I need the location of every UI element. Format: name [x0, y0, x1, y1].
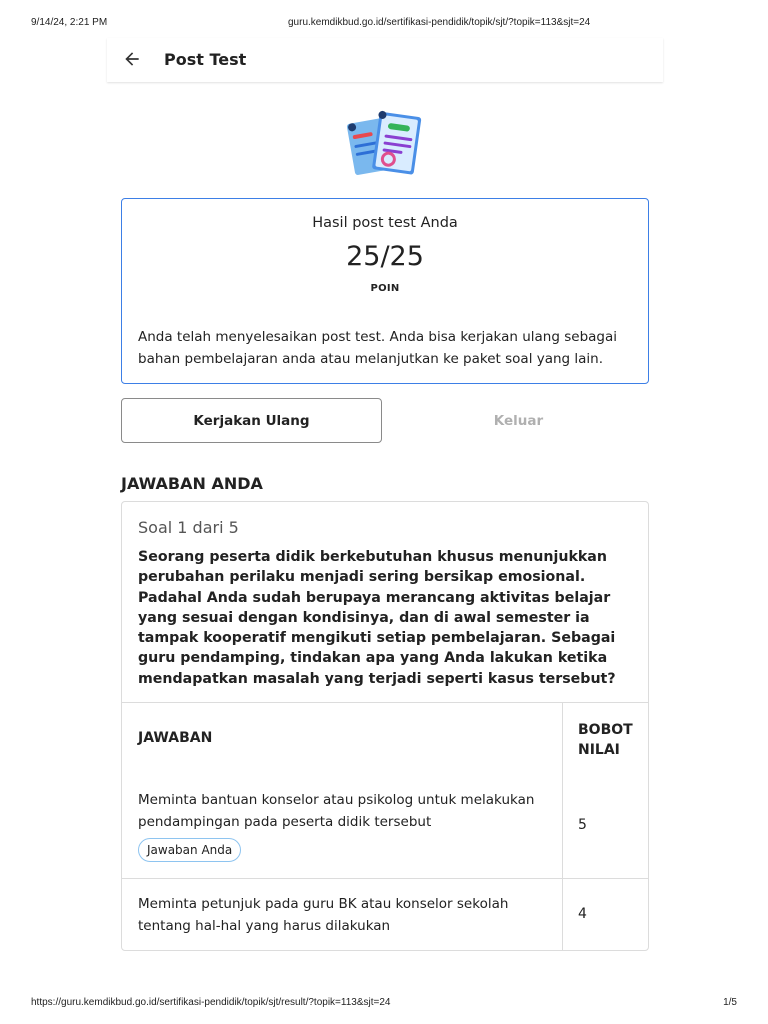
result-card [121, 198, 649, 384]
top-bar [107, 38, 663, 82]
your-answer-badge: Jawaban Anda [138, 838, 241, 862]
answer-row-weight: 4 [578, 906, 587, 922]
print-header-url: guru.kemdikbud.go.id/sertifikasi-pendidik/topik/sjt/?topik=113&sjt=24 [288, 17, 591, 28]
question-text: Seorang peserta didik berkebutuhan khusus menunjukkan perubahan perilaku menjadi sering bersikap emosional. Padahal Anda sudah berupaya merancang aktivitas belajar yang sesuai dengan kondisinya, dan di awal semester ia tampak kooperatif mengikuti setiap pembelajaran. Sebagai guru pendamping, tindakan apa yang Anda lakukan ketika mendapatkan masalah yang terjadi seperti kasus tersebut? [138, 549, 616, 687]
exit-button[interactable]: Keluar [388, 398, 649, 443]
row-divider [122, 878, 648, 879]
print-date: 9/14/24, 2:21 PM [31, 17, 108, 28]
document-illustration-icon [345, 108, 425, 184]
result-score: 25/25 [346, 241, 424, 272]
result-label: Hasil post test Anda [312, 215, 458, 231]
result-description: Anda telah menyelesaikan post test. Anda bisa kerjakan ulang sebagai bahan pembelajaran anda atau melanjutkan ke paket soal yang lain. [138, 329, 617, 367]
result-unit: POIN [370, 283, 400, 294]
print-footer [0, 997, 768, 1011]
column-header-weight: BOBOT NILAI [578, 722, 633, 758]
arrow-left-icon [122, 49, 142, 69]
back-button[interactable] [119, 46, 145, 72]
retry-button[interactable]: Kerjakan Ulang [121, 398, 382, 443]
answer-row-weight: 5 [578, 817, 587, 833]
print-page-number: 1/5 [723, 997, 737, 1008]
answer-row-text: Meminta petunjuk pada guru BK atau konselor sekolah tentang hal-hal yang harus dilakukan [138, 896, 509, 934]
question-card [121, 501, 649, 951]
print-footer-url: https://guru.kemdikbud.go.id/sertifikasi-pendidik/topik/sjt/result/?topik=113&sjt=24 [31, 997, 391, 1008]
column-divider [562, 703, 563, 951]
print-header [0, 17, 768, 31]
answers-table [122, 702, 648, 951]
page-title: Post Test [164, 50, 247, 69]
question-number: Soal 1 dari 5 [138, 518, 239, 537]
column-header-answer: JAWABAN [138, 730, 213, 746]
answer-row-text: Meminta bantuan konselor atau psikolog untuk melakukan pendampingan pada peserta didik tersebut [138, 792, 535, 830]
answers-section-title: JAWABAN ANDA [121, 474, 263, 493]
